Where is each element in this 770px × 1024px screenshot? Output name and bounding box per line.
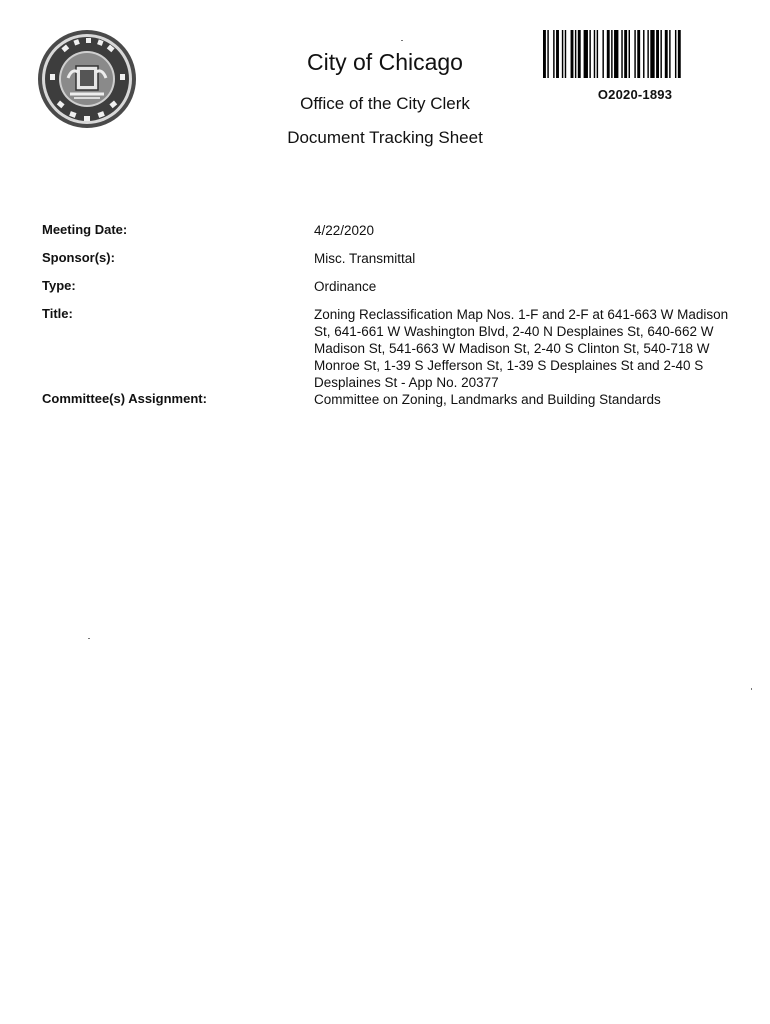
tracking-fields xyxy=(42,222,742,419)
city-name: City of Chicago xyxy=(307,49,463,75)
office-name: Office of the City Clerk xyxy=(300,94,470,113)
city-seal-logo xyxy=(36,28,138,130)
document-number: O2020-1893 xyxy=(597,87,673,102)
sponsors-value: Misc. Transmittal xyxy=(314,251,416,266)
sponsors-label: Sponsor(s): xyxy=(42,250,115,265)
field-row-meeting-date xyxy=(42,222,742,239)
field-row-committee xyxy=(42,391,742,408)
scan-speck xyxy=(751,688,752,690)
field-row-type xyxy=(42,278,742,295)
meeting-date-value: 4/22/2020 xyxy=(314,223,375,238)
title-label: Title: xyxy=(42,306,73,321)
barcode-image xyxy=(543,30,727,78)
title-value: Zoning Reclassification Map Nos. 1-F and 2-F at 641-663 W Madison St, 641-661 W Washington Blvd, 2-40 N Desplaines St, 640-662 W Madison St, 541-663 W Madison St, 2-40 S Clinton St, 540-718 W Monroe St, 1-39 S Jefferson St, 1-39 S Desplaines St and 2-40 S Desplaines St - App No. 20377 xyxy=(314,307,729,390)
field-row-sponsors xyxy=(42,250,742,267)
field-row-title xyxy=(42,306,742,391)
type-label: Type: xyxy=(42,278,76,293)
sheet-title: Document Tracking Sheet xyxy=(287,128,483,147)
scan-speck xyxy=(401,40,403,41)
committee-label: Committee(s) Assignment: xyxy=(42,391,207,406)
type-value: Ordinance xyxy=(314,279,377,294)
scan-speck xyxy=(88,638,90,639)
committee-value: Committee on Zoning, Landmarks and Building Standards xyxy=(314,392,661,407)
meeting-date-label: Meeting Date: xyxy=(42,222,128,237)
document-header xyxy=(250,48,520,148)
